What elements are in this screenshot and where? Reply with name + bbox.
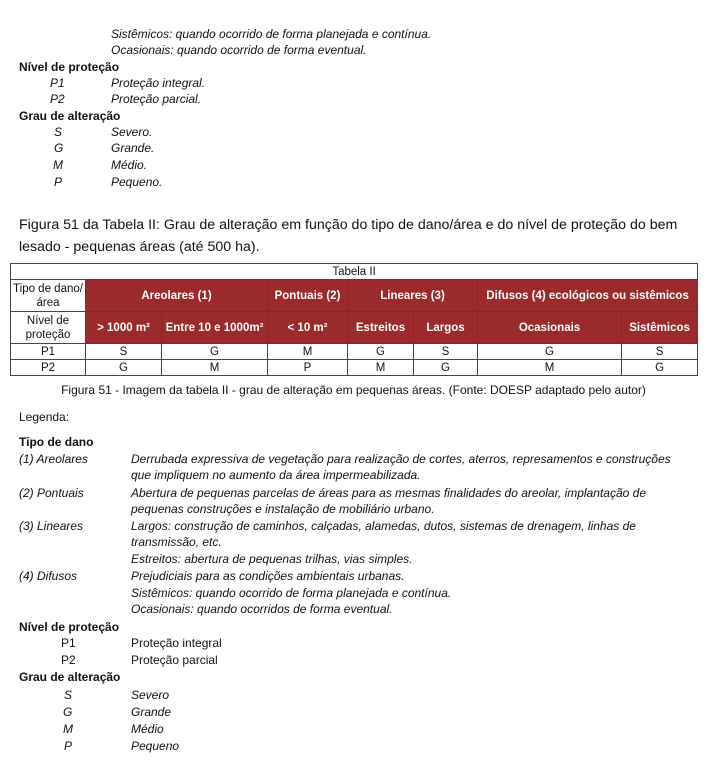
nivel-heading: Nível de proteção bbox=[19, 620, 120, 634]
tipo-desc: Ocasionais: quando ocorridos de forma eventual. bbox=[131, 602, 393, 616]
nivel-desc: Proteção integral bbox=[131, 636, 222, 650]
subheader-cell: < 10 m² bbox=[268, 312, 348, 344]
corner-header-nivel: Nível de proteção bbox=[11, 312, 86, 344]
top-grau-code: P bbox=[54, 175, 63, 189]
tipo-desc: Prejudiciais para as condições ambientais urbanas. bbox=[131, 569, 405, 583]
subheader-cell: Ocasionais bbox=[478, 312, 622, 344]
group-header-lineares: Lineares (3) bbox=[348, 280, 478, 312]
tipo-desc: Derrubada expressiva de vegetação para realização de cortes, aterros, represamentos e construções bbox=[131, 452, 671, 466]
row-level: P2 bbox=[11, 360, 86, 376]
grau-code: M bbox=[63, 722, 73, 736]
group-header-pontuais: Pontuais (2) bbox=[268, 280, 348, 312]
grade-cell: P bbox=[268, 360, 348, 376]
top-grau-code: S bbox=[54, 125, 63, 139]
tipo-code: (3) Lineares bbox=[19, 519, 84, 533]
nivel-code: P2 bbox=[61, 653, 76, 667]
legend-label: Legenda: bbox=[19, 410, 70, 424]
top-grau-code: G bbox=[54, 141, 64, 155]
grau-desc: Médio bbox=[131, 722, 164, 736]
grade-cell: M bbox=[268, 344, 348, 360]
grade-cell: G bbox=[414, 360, 478, 376]
top-nivel-desc: Proteção parcial. bbox=[111, 92, 202, 106]
grade-cell: M bbox=[348, 360, 414, 376]
grade-cell: M bbox=[162, 360, 268, 376]
grade-cell: G bbox=[478, 344, 622, 360]
grau-code: S bbox=[64, 688, 73, 702]
nivel-desc: Proteção parcial bbox=[131, 653, 218, 667]
table-ii bbox=[10, 263, 698, 376]
top-grau-desc: Médio. bbox=[111, 158, 148, 172]
grade-cell: S bbox=[86, 344, 162, 360]
figure-title: Figura 51 da Tabela II: Grau de alteração em função do tipo de dano/área e do nível de proteção do bem lesado - pequenas áreas (até 500 ha). bbox=[19, 217, 678, 255]
grau-desc: Pequeno bbox=[131, 739, 180, 753]
figure-caption: Figura 51 - Imagem da tabela II - grau de alteração em pequenas áreas. (Fonte: DOESP adaptado pelo autor) bbox=[61, 383, 646, 397]
grade-cell: S bbox=[622, 344, 698, 360]
top-nivel-code: P2 bbox=[50, 92, 65, 106]
table-row bbox=[11, 344, 698, 360]
top-nivel-heading: Nível de proteção bbox=[19, 60, 120, 74]
corner-header-tipo: Tipo de dano/área bbox=[11, 280, 86, 312]
grau-code: G bbox=[63, 705, 73, 719]
top-grau-desc: Severo. bbox=[111, 125, 153, 139]
tipo-desc: Estreitos: abertura de pequenas trilhas, vias simples. bbox=[131, 552, 413, 566]
top-difusos-sistemicos: Sistêmicos: quando ocorrido de forma planejada e contínua. bbox=[111, 27, 432, 41]
grau-desc: Severo bbox=[131, 688, 170, 702]
grade-cell: G bbox=[622, 360, 698, 376]
grau-code: P bbox=[64, 739, 73, 753]
table-row bbox=[11, 360, 698, 376]
top-grau-heading: Grau de alteração bbox=[19, 109, 121, 123]
top-grau-desc: Pequeno. bbox=[111, 175, 163, 189]
subheader-cell: > 1000 m² bbox=[86, 312, 162, 344]
top-grau-desc: Grande. bbox=[111, 141, 155, 155]
tipo-desc: que impliquem no aumento da área impermeabilizada. bbox=[131, 468, 421, 482]
tipo-desc: Largos: construção de caminhos, calçadas, alamedas, dutos, sistemas de drenagem, linhas de bbox=[131, 519, 636, 533]
top-nivel-desc: Proteção integral. bbox=[111, 76, 206, 90]
table-title: Tabela II bbox=[11, 264, 698, 280]
grade-cell: G bbox=[86, 360, 162, 376]
grade-cell: M bbox=[478, 360, 622, 376]
top-difusos-ocasionais: Ocasionais: quando ocorrido de forma eventual. bbox=[111, 43, 367, 57]
subheader-cell: Largos bbox=[414, 312, 478, 344]
grade-cell: G bbox=[348, 344, 414, 360]
tipo-code: (1) Areolares bbox=[19, 452, 88, 466]
tipo-code: (2) Pontuais bbox=[19, 486, 84, 500]
top-grau-code: M bbox=[53, 158, 63, 172]
group-header-difusos: Difusos (4) ecológicos ou sistêmicos bbox=[478, 280, 698, 312]
grau-heading: Grau de alteração bbox=[19, 670, 121, 684]
top-nivel-code: P1 bbox=[50, 76, 65, 90]
tipo-desc: Sistêmicos: quando ocorrido de forma planejada e contínua. bbox=[131, 586, 452, 600]
subheader-cell: Estreitos bbox=[348, 312, 414, 344]
grade-cell: S bbox=[414, 344, 478, 360]
group-header-areolares: Areolares (1) bbox=[86, 280, 268, 312]
tipo-code: (4) Difusos bbox=[19, 569, 78, 583]
tipo-desc: transmissão, etc. bbox=[131, 535, 222, 549]
grade-cell: G bbox=[162, 344, 268, 360]
row-level: P1 bbox=[11, 344, 86, 360]
grau-desc: Grande bbox=[131, 705, 172, 719]
subheader-cell: Entre 10 e 1000m² bbox=[162, 312, 268, 344]
tipo-heading: Tipo de dano bbox=[19, 435, 94, 449]
subheader-cell: Sistêmicos bbox=[622, 312, 698, 344]
tipo-desc: Abertura de pequenas parcelas de áreas para as mesmas finalidades do areolar, implantação de bbox=[131, 486, 646, 500]
nivel-code: P1 bbox=[61, 636, 76, 650]
tipo-desc: pequenas construções e instalação de mobiliário urbano. bbox=[131, 502, 435, 516]
